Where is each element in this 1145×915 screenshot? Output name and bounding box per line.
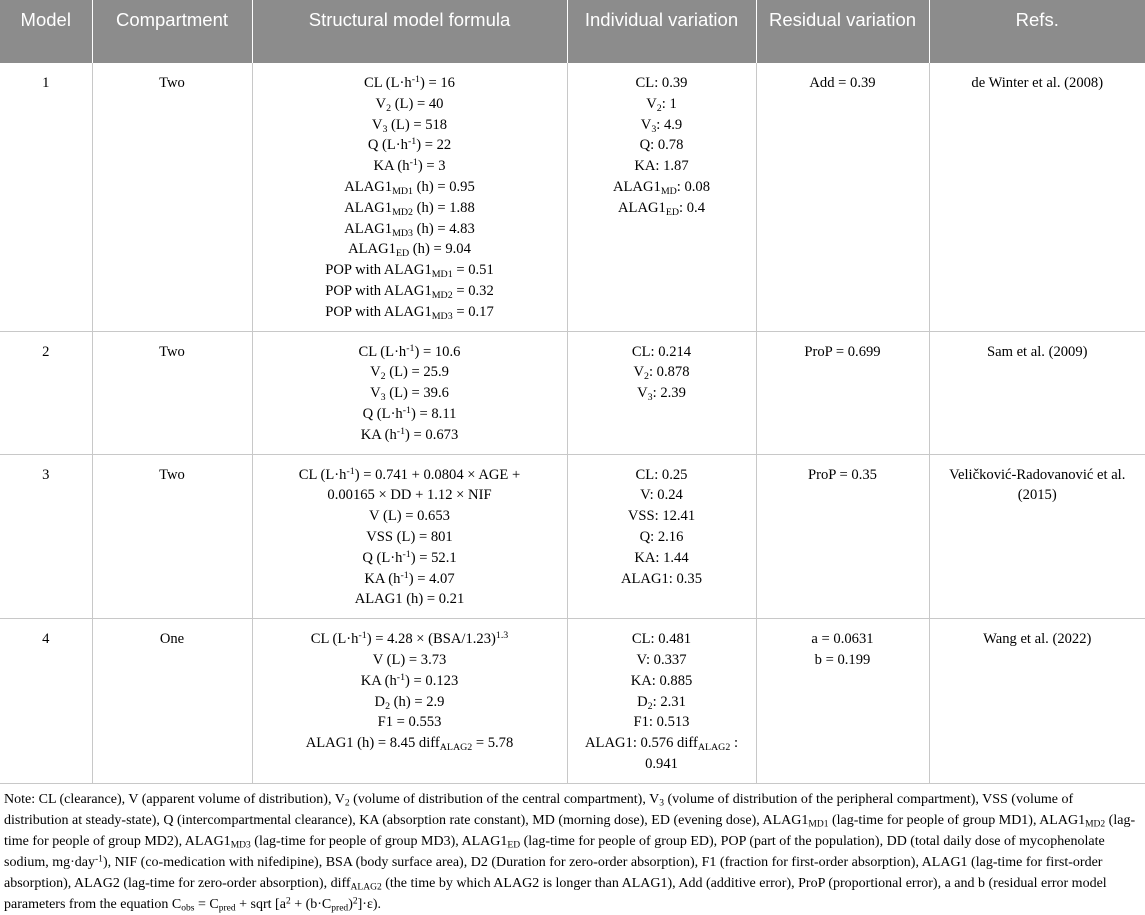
formula-cell-line: $V_3$ (L) = 39.6 <box>370 385 449 403</box>
individual-variation-cell-line: VSS: 12.41 <box>627 508 696 525</box>
formula-cell-line: KA $(h^{-1}) = 0.123$ <box>360 671 459 689</box>
formula-cell-line: POP with $ALAG1_{MD1} = 0.51$ <box>325 262 494 280</box>
individual-variation-cell-line: 0.941 <box>645 755 678 772</box>
ref-cell-line: Wang et al. (2022) <box>983 631 1092 648</box>
model-cell: 4 <box>0 619 92 784</box>
formula-cell-line: CL $(L\cdot h^{-1}) = 4.28 \times (BSA/1.23)^{1.3}$ <box>310 630 509 648</box>
model-cell: 3 <box>0 454 92 619</box>
model-cell: 2 <box>0 331 92 454</box>
individual-variation-cell-line: Q: 0.78 <box>639 137 684 154</box>
col-header-compartment: Compartment <box>92 0 252 63</box>
formula-cell-line: $ALAG1_{MD3}$ (h) = 4.83 <box>344 220 475 239</box>
formula-cell <box>252 331 567 454</box>
individual-variation-cell-line: CL: 0.481 <box>631 631 692 648</box>
individual-variation-cell-line: KA: 1.87 <box>634 158 689 175</box>
col-header-formula: Structural model formula <box>252 0 567 63</box>
table-row <box>0 331 1145 454</box>
individual-variation-cell-line: $V_3$: 2.39 <box>637 385 686 403</box>
table-row <box>0 454 1145 619</box>
formula-cell-line: Q $(L\cdot h^{-1}) = 8.11$ <box>362 405 457 422</box>
ref-cell <box>929 63 1145 331</box>
col-header-refs: Refs. <box>929 0 1145 63</box>
individual-variation-cell-line: V: 0.24 <box>640 487 683 504</box>
col-header-model: Model <box>0 0 92 63</box>
formula-cell-line: $ALAG1_{MD1}$ (h) = 0.95 <box>344 178 475 197</box>
residual-variation-cell-line: ProP = 0.35 <box>808 466 877 483</box>
formula-cell-line: $V_2$ (L) = 40 <box>375 95 444 114</box>
individual-variation-cell <box>567 331 756 454</box>
residual-variation-cell <box>756 331 929 454</box>
compartment-cell: Two <box>92 331 252 454</box>
model-cell: 1 <box>0 63 92 331</box>
ref-cell <box>929 454 1145 619</box>
residual-variation-cell-line: Add = 0.39 <box>809 75 876 91</box>
formula-cell-line: F1 = 0.553 <box>377 714 442 731</box>
formula-cell-line: CL $(L\cdot h^{-1}) = 0.741 + 0.0804$ × AGE + <box>298 465 521 483</box>
ref-cell-line: Sam et al. (2009) <box>986 343 1088 360</box>
residual-variation-cell <box>756 619 929 784</box>
formula-cell-line: KA $(h^{-1}) = 4.07$ <box>364 569 455 587</box>
individual-variation-cell-line: F1: 0.513 <box>633 714 690 731</box>
formula-cell-line: ALAG1 (h) = 0.21 <box>354 591 465 608</box>
residual-variation-cell <box>756 454 929 619</box>
individual-variation-cell-line: ALAG1: 0.576 diff$_{ALAG2}$ : <box>585 735 738 753</box>
table-row <box>0 619 1145 784</box>
formula-cell-line: POP with $ALAG1_{MD2} = 0.32$ <box>325 282 494 301</box>
formula-cell-line: $V_3$ (L) = 518 <box>371 116 448 135</box>
formula-cell <box>252 619 567 784</box>
formula-cell-line: KA $(h^{-1}) = 3$ <box>373 157 446 175</box>
individual-variation-cell-line: Q: 2.16 <box>639 528 684 545</box>
ref-cell-line: Veličković-Radovanović et al. <box>949 466 1126 483</box>
individual-variation-cell-line: CL: 0.39 <box>635 75 688 91</box>
formula-cell <box>252 63 567 331</box>
compartment-cell: Two <box>92 454 252 619</box>
individual-variation-cell <box>567 619 756 784</box>
formula-cell-line: Q $(L\cdot h^{-1}) = 22$ <box>367 136 452 154</box>
col-header-individual-variation: Individual variation <box>567 0 756 63</box>
formula-cell-line: Q $(L\cdot h^{-1}) = 52.1$ <box>362 548 457 566</box>
ref-cell <box>929 331 1145 454</box>
formula-cell-line: $ALAG1_{ED}$ (h) = 9.04 <box>348 241 471 260</box>
formula-cell-line: V (L) = 0.653 <box>369 508 450 525</box>
individual-variation-cell-line: ALAG1: 0.35 <box>620 570 703 587</box>
formula-cell-line: POP with $ALAG1_{MD3} = 0.17$ <box>325 303 494 322</box>
formula-cell <box>252 454 567 619</box>
formula-cell-line: V (L) = 3.73 <box>372 651 447 668</box>
formula-cell-line: ALAG1 (h) = 8.45 diff$_{ALAG2}$ = 5.78 <box>305 735 514 753</box>
individual-variation-cell-line: KA: 0.885 <box>630 672 693 689</box>
table-body <box>0 63 1145 783</box>
ref-cell-line: de Winter et al. (2008) <box>971 75 1104 91</box>
residual-variation-cell-line: a = 0.0631 <box>811 631 874 648</box>
col-header-residual-variation: Residual variation <box>756 0 929 63</box>
formula-cell-line: CL $(L\cdot h^{-1}) = 16$ <box>364 74 455 91</box>
individual-variation-cell-line: V: 0.337 <box>636 651 687 668</box>
individual-variation-cell-line: $D_2$: 2.31 <box>637 693 686 712</box>
individual-variation-cell <box>567 63 756 331</box>
compartment-cell: One <box>92 619 252 784</box>
formula-cell-line: 0.00165 × DD + 1.12 × NIF <box>327 487 492 504</box>
individual-variation-cell-line: $ALAG1_{MD}$: 0.08 <box>612 178 711 197</box>
compartment-cell: Two <box>92 63 252 331</box>
individual-variation-cell-line: CL: 0.214 <box>631 343 692 360</box>
header-row <box>0 0 1145 63</box>
individual-variation-cell <box>567 454 756 619</box>
residual-variation-cell-line: ProP = 0.699 <box>804 343 881 360</box>
formula-cell-line: $V_2$ (L) = 25.9 <box>370 364 449 383</box>
formula-cell-line: VSS (L) = 801 <box>366 528 453 545</box>
formula-cell-line: KA $(h^{-1}) = 0.673$ <box>360 425 459 443</box>
individual-variation-cell-line: $V_3$: 4.9 <box>640 116 683 135</box>
residual-variation-cell <box>756 63 929 331</box>
individual-variation-cell-line: $V_2$: 0.878 <box>633 364 690 383</box>
ref-cell <box>929 619 1145 784</box>
formula-cell-line: CL $(L\cdot h^{-1}) = 10.6$ <box>358 342 461 360</box>
residual-variation-cell-line: b = 0.199 <box>814 651 871 668</box>
individual-variation-cell-line: $ALAG1_{ED}$: 0.4 <box>617 199 705 218</box>
formula-cell-line: $D_2$ (h) = 2.9 <box>374 693 445 712</box>
table-note: Note: CL (clearance), V (apparent volume of distribution), $V_2$ (volume of distribution of the central compartment), $V_3$ (volume of distribution of the peripheral compartment), VSS (volume of distribution at steady-state), Q (intercompartmental clearance), KA (absorption rate constant), MD (morning dose), ED (evening dose), $ALAG1_{MD1}$ (lag-time for people of group MD1), $ALAG1_{MD2}$ (lag-time for people of group MD2), $ALAG1_{MD3}$ (lag-time for people of group MD3), $ALAG1_{ED}$ (lag-time for people of group ED), POP (part of the population), DD (total daily dose of mycophenolate sodium, mg·day$^{-1}$), NIF (co-medication with nifedipine), BSA (body surface area), D2 (Duration for zero-order absorption), F1 (fraction for first-order absorption), ALAG1 (lag-time for first-order absorption), ALAG2 (lag-time for zero-order absorption), diff$_{ALAG2}$ (the time by which ALAG2 is longer than ALAG1), Add (additive error), ProP (proportional error), a and b (residual error model parameters from the equation $C_{obs} = C_{pred}$ + sqrt $[a^2 + (b\cdot C_{pred})^2]\cdot\varepsilon$). <box>4 791 1136 914</box>
individual-variation-cell-line: $V_2$: 1 <box>646 95 677 114</box>
formula-cell-line: $ALAG1_{MD2}$ (h) = 1.88 <box>344 199 475 218</box>
ref-cell-line: (2015) <box>1017 487 1057 504</box>
table-row <box>0 63 1145 331</box>
individual-variation-cell-line: CL: 0.25 <box>635 466 688 483</box>
individual-variation-cell-line: KA: 1.44 <box>634 549 689 566</box>
